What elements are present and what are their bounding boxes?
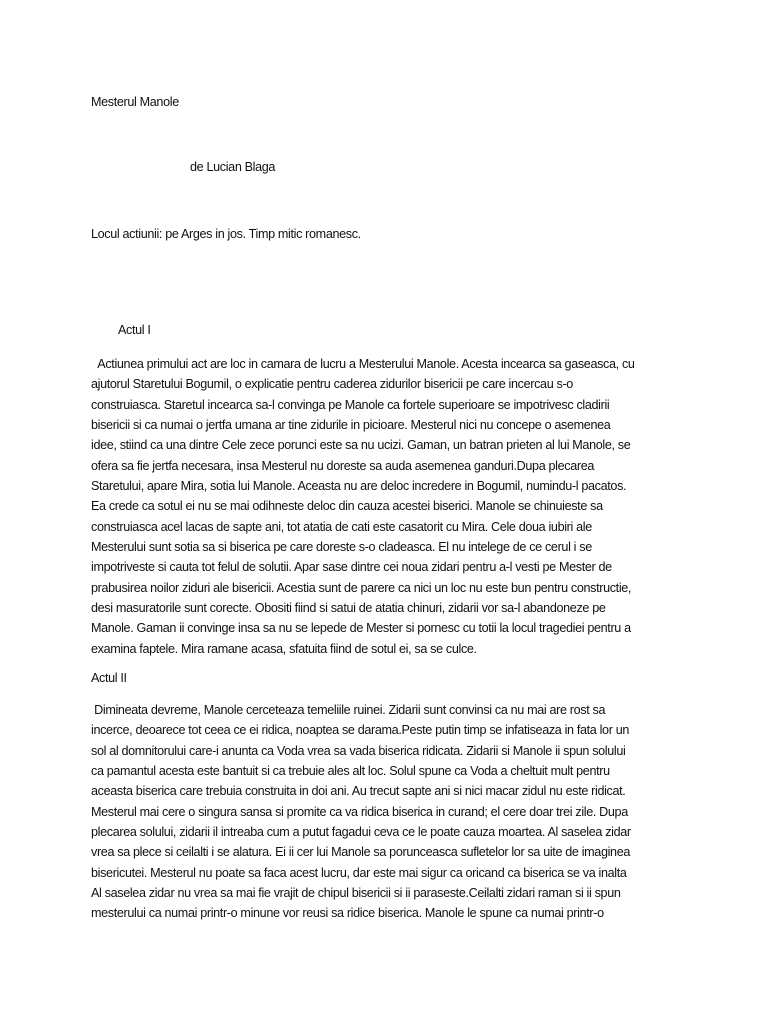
paragraph-line: construiasca acel lacas de sapte ani, tot atatia de cati este casatorit cu Mira. Cele doua iubiri ale [91, 519, 592, 534]
paragraph-line: Al saselea zidar nu vrea sa mai fie vrajit de chipul bisericii si ii paraseste.Ceilalti zidari raman si ii spun [91, 886, 621, 901]
paragraph-line: prabusirea noilor ziduri ale bisericii. Acestia sunt de parere ca nici un loc nu este bun pentru constructie, [91, 580, 632, 595]
paragraph-line: incerce, deoarece tot ceea ce ei ridica, noaptea se darama.Peste putin timp se infatiseaza in fata lor un [91, 723, 630, 738]
paragraph-line: mesterului ca numai printr-o minune vor reusi sa ridice biserica. Manole le spune ca numai printr-o [91, 906, 604, 921]
act1-paragraph [91, 354, 676, 659]
paragraph-line: idee, stiind ca una dintre Cele zece porunci este sa nu ucizi. Gaman, un batran prieten al lui Manole, se [91, 438, 631, 453]
act2-heading: Actul II [91, 671, 127, 685]
paragraph-line: Staretului, apare Mira, sotia lui Manole. Aceasta nu are deloc incredere in Bogumil, numindu-l pacatos. [91, 479, 627, 494]
author-line: de Lucian Blaga [190, 160, 276, 174]
paragraph-line: bisericutei. Mesterul nu poate sa faca acest lucru, dar este mai sigur ca oricand ca biserica se va inalta [91, 865, 627, 880]
paragraph-line: vrea sa plece si ceilalti i se alatura. Ei ii cer lui Manole sa porunceasca sufletelor lor sa uite de imaginea [91, 845, 631, 860]
paragraph-line: ca pamantul acesta este bantuit si ca trebuie ales alt loc. Solul spune ca Voda a cheltuit mult pentru [91, 764, 610, 779]
paragraph-line: Dimineata devreme, Manole cerceteaza temeliile ruinei. Zidarii sunt convinsi ca nu mai are rost sa [91, 703, 606, 717]
paragraph-line: desi masuratorile sunt corecte. Obositi fiind si satui de atatia chinuri, zidarii vor sa-l abandoneze pe [91, 601, 606, 616]
paragraph-line: impotriveste si cauta tot felul de solutii. Apar sase dintre cei noua zidari pentru a-l vesti pe Mester de [91, 560, 612, 575]
paragraph-line: Actiunea primului act are loc in camara de lucru a Mesterului Manole. Acesta incearca sa gaseasca, cu [91, 357, 635, 371]
paragraph-line: Mesterul mai cere o singura sansa si promite ca va ridica biserica in curand; el cere doar trei zile. Dupa [91, 804, 628, 819]
paragraph-line: ajutorul Staretului Bogumil, o explicatie pentru caderea zidurilor bisericii pe care incercau s-o [91, 377, 573, 392]
act2-paragraph [91, 700, 676, 924]
paragraph-line: Ea crede ca sotul ei nu se mai odihneste deloc din cauza acestei biserici. Manole se chinuieste sa [91, 499, 603, 514]
paragraph-line: plecarea solului, zidarii il intreaba cum a putut fagadui ceva ce le poate cauza moartea. Al saselea zidar [91, 825, 631, 840]
paragraph-line: Manole. Gaman ii convinge insa sa nu se lepede de Mester si pornesc cu totii la locul tragediei pentru a [91, 621, 631, 636]
paragraph-line: aceasta biserica care trebuia construita in doi ani. Au trecut sapte ani si nici macar zidul nu este ridicat. [91, 784, 626, 799]
setting-line: Locul actiunii: pe Arges in jos. Timp mitic romanesc. [91, 227, 361, 241]
paragraph-line: Mesterului sunt sotia sa si biserica pe care doreste s-o cladeasca. El nu intelege de ce cerul i se [91, 540, 592, 555]
paragraph-line: ofera sa fie jertfa necesara, insa Mesterul nu doreste sa auda asemenea ganduri.Dupa plecarea [91, 458, 595, 473]
paragraph-line: sol al domnitorului care-i anunta ca Voda vrea sa vada biserica ridicata. Zidarii si Manole ii spun solului [91, 743, 626, 758]
paragraph-line: bisericii si ca numai o jertfa umana ar tine zidurile in picioare. Mesterul nici nu concepe o asemenea [91, 418, 611, 433]
document-title: Mesterul Manole [91, 95, 179, 109]
act1-heading: Actul I [118, 323, 151, 337]
paragraph-line: construiasca. Staretul incearca sa-l convinga pe Manole ca fortele superioare se impotrivesc cladirii [91, 397, 610, 412]
paragraph-line: examina faptele. Mira ramane acasa, sfatuita fiind de sotul ei, sa se culce. [91, 641, 477, 656]
